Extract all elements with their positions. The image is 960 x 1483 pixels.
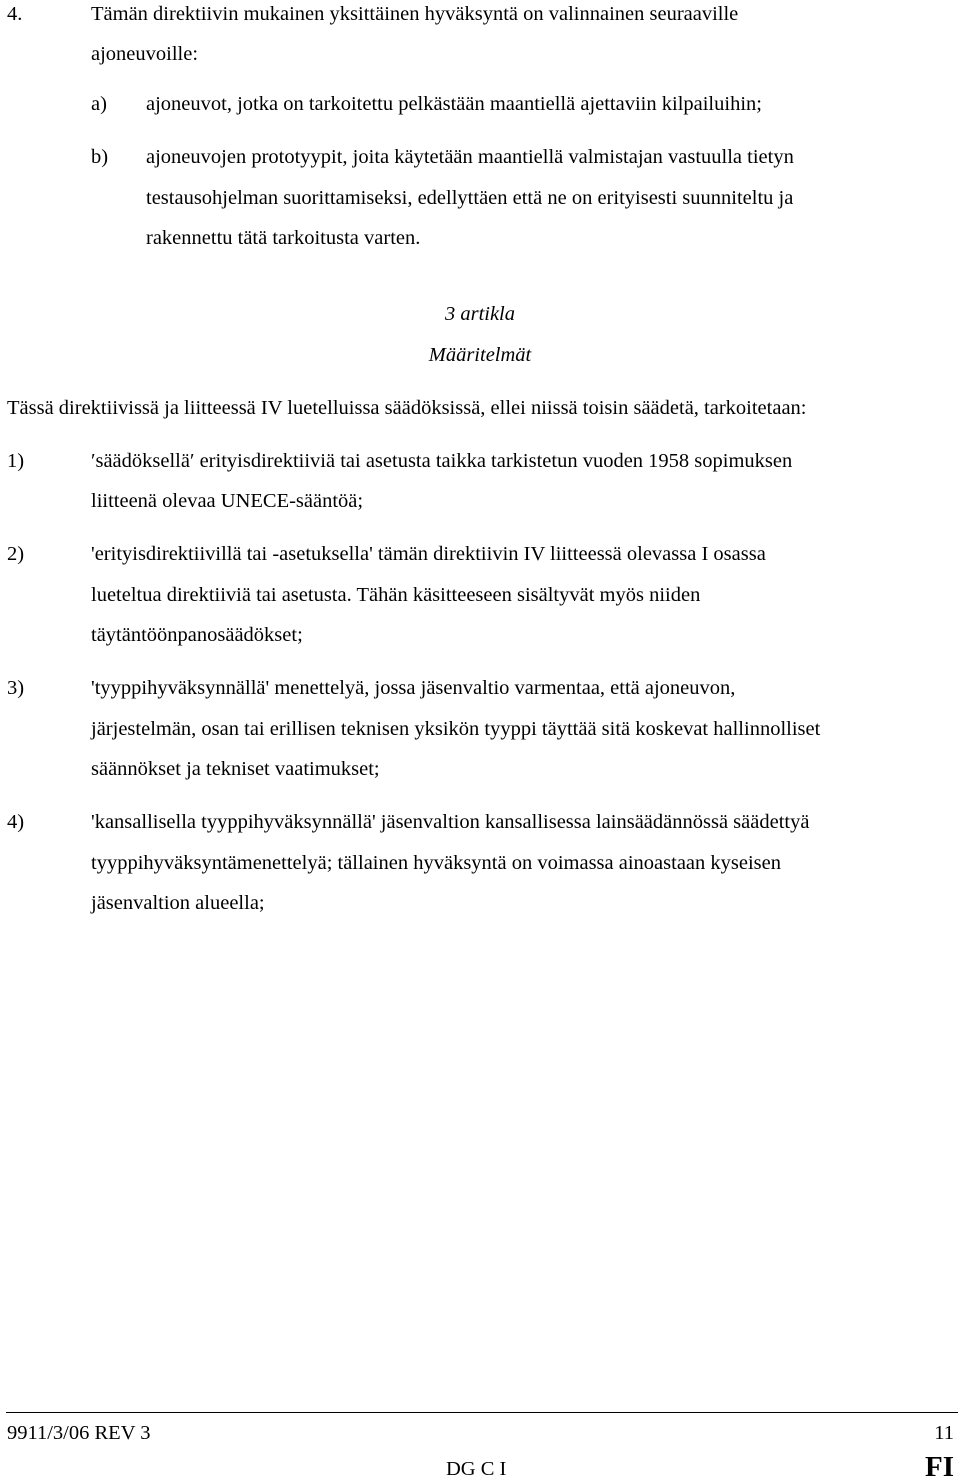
footer-divider [6,1412,958,1413]
definition-3-text-line-3: säännökset ja tekniset vaatimukset; [91,758,380,780]
sub-item-a-label: a) [91,93,107,115]
definitions-intro: Tässä direktiivissä ja liitteessä IV luetelluissa säädöksissä, ellei niissä toisin säädetä, tarkoitetaan: [7,397,807,419]
sub-item-a-text-line-1: ajoneuvot, jotka on tarkoitettu pelkästään maantiellä ajettaviin kilpailuihin; [146,93,762,115]
definition-2-text-line-1: 'erityisdirektiivillä tai -asetuksella' tämän direktiivin IV liitteessä olevassa I osassa [91,543,766,565]
article-number: 3 artikla [444,303,516,325]
definition-3-number: 3) [7,677,25,699]
definition-2-text-line-2: lueteltua direktiiviä tai asetusta. Tähän käsitteeseen sisältyvät myös niiden [91,584,701,606]
definition-4-text-line-1: 'kansallisella tyyppihyväksynnällä' jäsenvaltion kansallisessa lainsäädännössä säädettyä [91,811,810,833]
footer-department: DG C I [446,1458,507,1480]
item-4-text-line-2: ajoneuvoille: [91,43,199,65]
sub-item-b-text-line-3: rakennettu tätä tarkoitusta varten. [146,227,421,249]
footer-document-reference: 9911/3/06 REV 3 [7,1422,151,1444]
definition-4-text-line-2: tyyppihyväksyntämenettelyä; tällainen hyväksyntä on voimassa ainoastaan kyseisen [91,852,781,874]
item-4-text-line-1: Tämän direktiivin mukainen yksittäinen hyväksyntä on valinnainen seuraaville [91,3,739,25]
article-title: Määritelmät [428,344,532,366]
definition-3-text-line-2: järjestelmän, osan tai erillisen teknisen yksikön tyyppi täyttää sitä koskevat hallinnolliset [91,718,821,740]
definition-1-number: 1) [7,450,25,472]
definition-1-text-line-1: ′säädöksellä′ erityisdirektiiviä tai asetusta taikka tarkistetun vuoden 1958 sopimuksen [91,450,793,472]
definition-4-text-line-3: jäsenvaltion alueella; [91,892,265,914]
item-4-number: 4. [7,3,23,25]
definition-2-text-line-3: täytäntöönpanosäädökset; [91,624,303,646]
sub-item-b-text-line-1: ajoneuvojen prototyypit, joita käytetään maantiellä valmistajan vastuulla tietyn [146,146,794,168]
footer-page-number: 11 [934,1422,954,1444]
definition-2-number: 2) [7,543,25,565]
definition-4-number: 4) [7,811,25,833]
sub-item-b-text-line-2: testausohjelman suorittamiseksi, edellyttäen että ne on erityisesti suunniteltu ja [146,187,794,209]
definition-3-text-line-1: 'tyyppihyväksynnällä' menettelyä, jossa jäsenvaltio varmentaa, että ajoneuvon, [91,677,736,699]
sub-item-b-label: b) [91,146,109,168]
definition-1-text-line-2: liitteenä olevaa UNECE-sääntöä; [91,490,364,512]
footer-language-code: FI [925,1451,954,1483]
